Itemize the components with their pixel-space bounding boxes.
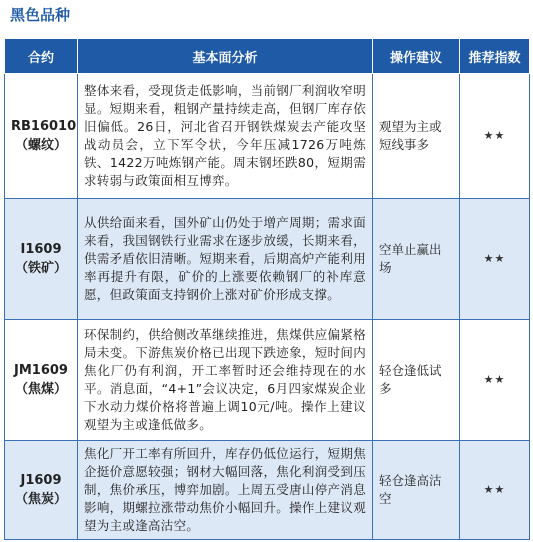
contract-code: I1609 (20, 242, 62, 257)
suggestion-cell: 空单止赢出场 (373, 199, 460, 320)
analysis-cell: 整体来看，受现货走低影响，当前钢厂利润收窄明显。短期来看，粗钢产量持续走高，但钢厂库存依旧偏低。26日，河北省召开钢铁煤炭去产能攻坚战动员会，立下军令状，今年压减1726万吨炼铁、1422万吨炼钢产能。周末钢坯跌80，短期需求转弱与政策面相互博弈。 (78, 74, 373, 199)
analysis-cell: 环保制约，供给侧改革继续推进，焦煤供应偏紧格局未变。下游焦炭价格已出现下跌迹象，短时间内焦化厂仍有利润，开工率暂时还会维持现在的水平。消息面，“4+1”会议决定，6月四家煤炭企业下水动力煤价格将普遍上调10元/吨。操作上建议观望为主或逢低做多。 (78, 320, 373, 441)
contract-cell (5, 199, 78, 320)
table-row (5, 441, 530, 540)
suggestion-cell: 轻仓逢高沽空 (373, 441, 460, 540)
suggestion-cell: 轻仓逢低试多 (373, 320, 460, 441)
contract-code: RB16010 (11, 119, 77, 134)
contract-cell (5, 320, 78, 441)
contract-code: J1609 (20, 473, 62, 488)
suggestion-cell: 观望为主或短线事多 (373, 74, 460, 199)
header-analysis: 基本面分析 (78, 39, 373, 74)
rating-stars: ★★ (460, 441, 530, 540)
table-row (5, 199, 530, 320)
table-header-row (5, 39, 530, 74)
contract-name: （焦炭） (14, 492, 67, 507)
table-row (5, 74, 530, 199)
rating-stars: ★★ (460, 199, 530, 320)
analysis-cell: 焦化厂开工率有所回升，库存仍低位运行，短期焦企挺价意愿较强；钢材大幅回落，焦化利润受到压制，焦价承压，博弈加剧。上周五受唐山停产消息影响，期螺拉涨带动焦价小幅回升。操作上建议观望为主或逢高沽空。 (78, 441, 373, 540)
contract-code: JM1609 (14, 363, 68, 378)
section-title: 黑色品种 (10, 6, 71, 24)
contract-name: （螺纹） (14, 138, 67, 153)
contract-name: （焦煤） (14, 382, 67, 397)
rating-stars: ★★ (460, 74, 530, 199)
contract-name: （铁矿） (14, 261, 67, 276)
table-row (5, 320, 530, 441)
header-contract: 合约 (5, 39, 78, 74)
header-rating: 推荐指数 (460, 39, 530, 74)
rating-stars: ★★ (460, 320, 530, 441)
analysis-cell: 从供给面来看，国外矿山仍处于增产周期；需求面来看，我国钢铁行业需求在逐步放缓，长期来看，供需矛盾依旧清晰。短期来看，后期高炉产能利用率再提升有限，矿价的上涨要依赖钢厂的补库意愿，但政策面支持钢价上涨对矿价形成支撑。 (78, 199, 373, 320)
header-suggestion: 操作建议 (373, 39, 460, 74)
contract-cell (5, 74, 78, 199)
contract-cell (5, 441, 78, 540)
recommendation-table (4, 38, 530, 540)
